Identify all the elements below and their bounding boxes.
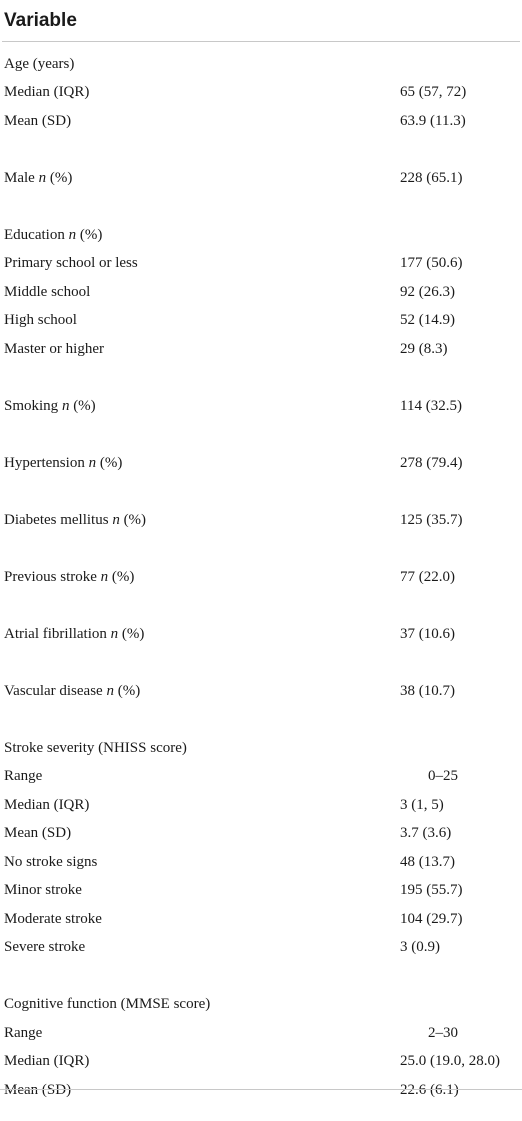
row-label (2, 569, 134, 586)
row-label-text: Middle school (4, 283, 91, 300)
row-label-suffix: (%) (69, 397, 96, 414)
row-value: 22.6 (6.1) (400, 1081, 459, 1098)
row-value: 195 (55.7) (400, 882, 463, 899)
data-table (2, 0, 520, 1105)
row-label (2, 284, 90, 301)
table-row (2, 79, 520, 108)
row-label-text: Primary school or less (4, 255, 138, 272)
row-label-n: n (100, 568, 109, 585)
row-label (2, 683, 140, 700)
table-spacer-row (2, 962, 520, 991)
row-label-text: Range (4, 768, 43, 785)
table-spacer-row (2, 193, 520, 222)
row-label-text: Mean (SD) (4, 1081, 72, 1098)
table-header (2, 0, 520, 42)
row-value: 278 (79.4) (400, 454, 463, 471)
table-spacer-row (2, 706, 520, 735)
row-label-text: Range (4, 1024, 43, 1041)
row-label-text: Smoking (4, 397, 62, 414)
table-row (2, 563, 520, 592)
row-value: 3.7 (3.6) (400, 825, 452, 842)
table-row (2, 506, 520, 535)
table-spacer-row (2, 478, 520, 507)
row-label (2, 84, 89, 101)
table-row (2, 335, 520, 364)
row-label (2, 170, 72, 187)
table-body (2, 42, 520, 1105)
row-value: 3 (1, 5) (400, 796, 444, 813)
row-label (2, 455, 122, 472)
row-label-text: Age (years) (4, 55, 75, 72)
table-spacer-row (2, 592, 520, 621)
row-value: 2–30 (428, 1024, 458, 1041)
table-row (2, 1076, 520, 1105)
row-label-n: n (61, 397, 70, 414)
table-row (2, 392, 520, 421)
row-value: 63.9 (11.3) (400, 112, 466, 129)
row-value: 0–25 (428, 768, 458, 785)
table-row (2, 677, 520, 706)
row-label-text: Previous stroke (4, 568, 101, 585)
row-label (2, 825, 71, 842)
table-row (2, 734, 520, 763)
row-label (2, 626, 144, 643)
row-label-text: Moderate stroke (4, 910, 102, 927)
row-label-text: No stroke signs (4, 853, 98, 870)
table-row (2, 620, 520, 649)
table-row (2, 50, 520, 79)
table-row (2, 278, 520, 307)
row-label-n: n (88, 454, 97, 471)
row-label-text: Median (IQR) (4, 1053, 90, 1070)
row-label-suffix: (%) (113, 682, 141, 699)
row-label-n: n (38, 169, 47, 186)
row-label (2, 854, 97, 871)
row-value: 37 (10.6) (400, 625, 455, 642)
row-label (2, 312, 77, 329)
row-label (2, 882, 82, 899)
row-label-suffix: (%) (119, 511, 147, 528)
row-label-suffix: (%) (118, 625, 145, 642)
table-bottom-rule (0, 1089, 522, 1090)
row-label (2, 939, 85, 956)
row-value: 29 (8.3) (400, 340, 448, 357)
row-label-suffix: (%) (96, 454, 123, 471)
row-label-suffix: (%) (46, 169, 73, 186)
table-spacer-row (2, 421, 520, 450)
row-value: 38 (10.7) (400, 682, 455, 699)
row-value: 177 (50.6) (400, 255, 463, 272)
table-spacer-row (2, 535, 520, 564)
row-label-text: Median (IQR) (4, 796, 90, 813)
table-row (2, 934, 520, 963)
row-label-text: Mean (SD) (4, 112, 72, 129)
row-label (2, 996, 210, 1013)
row-value: 114 (32.5) (400, 397, 462, 414)
row-label-n: n (68, 226, 77, 243)
row-label-text: Diabetes mellitus (4, 511, 113, 528)
row-label-n: n (112, 511, 120, 528)
table-row (2, 848, 520, 877)
row-label-text: Education (4, 226, 69, 243)
row-label-suffix: (%) (108, 568, 135, 585)
row-label-text: High school (4, 312, 77, 329)
row-label-text: Atrial fibrillation (4, 625, 111, 642)
row-label (2, 56, 74, 73)
row-label (2, 341, 104, 358)
table-row (2, 250, 520, 279)
table-row (2, 877, 520, 906)
row-value: 228 (65.1) (400, 169, 463, 186)
row-label (2, 113, 71, 130)
row-value: 125 (35.7) (400, 511, 463, 528)
row-label (2, 255, 138, 272)
table-row (2, 820, 520, 849)
row-value: 48 (13.7) (400, 853, 455, 870)
table-row (2, 763, 520, 792)
row-value: 25.0 (19.0, 28.0) (400, 1053, 500, 1070)
row-label (2, 227, 102, 244)
column-header-variable: Variable (4, 9, 77, 31)
row-label (2, 797, 89, 814)
table-row (2, 791, 520, 820)
row-label-text: Severe stroke (4, 939, 86, 956)
row-label (2, 740, 187, 757)
row-label (2, 398, 96, 415)
table-row (2, 449, 520, 478)
table-row (2, 221, 520, 250)
row-label-n: n (110, 625, 119, 642)
table-row (2, 307, 520, 336)
row-label (2, 512, 146, 529)
row-label (2, 1082, 71, 1099)
table-row (2, 164, 520, 193)
row-label-text: Vascular disease (4, 682, 107, 699)
table-row (2, 905, 520, 934)
row-label-suffix: (%) (76, 226, 103, 243)
row-label-text: Minor stroke (4, 882, 82, 899)
table-spacer-row (2, 364, 520, 393)
row-label-text: Cognitive function (MMSE score) (4, 996, 211, 1013)
row-label-text: Male (4, 169, 39, 186)
table-spacer-row (2, 649, 520, 678)
row-label (2, 768, 42, 785)
row-label-text: Stroke severity (NHISS score) (4, 739, 187, 756)
row-value: 104 (29.7) (400, 910, 463, 927)
row-label-n: n (106, 682, 114, 699)
row-label-text: Mean (SD) (4, 825, 72, 842)
table-row (2, 1019, 520, 1048)
row-value: 77 (22.0) (400, 568, 455, 585)
row-value: 92 (26.3) (400, 283, 455, 300)
row-label-text: Master or higher (4, 340, 104, 357)
row-label (2, 1025, 42, 1042)
table-row (2, 1048, 520, 1077)
table-spacer-row (2, 136, 520, 165)
row-value: 65 (57, 72) (400, 84, 467, 101)
row-value: 52 (14.9) (400, 312, 455, 329)
row-label-text: Median (IQR) (4, 84, 90, 101)
table-row (2, 991, 520, 1020)
row-label-text: Hypertension (4, 454, 89, 471)
table-row (2, 107, 520, 136)
row-value: 3 (0.9) (400, 939, 440, 956)
row-label (2, 1053, 89, 1070)
row-label (2, 911, 102, 928)
